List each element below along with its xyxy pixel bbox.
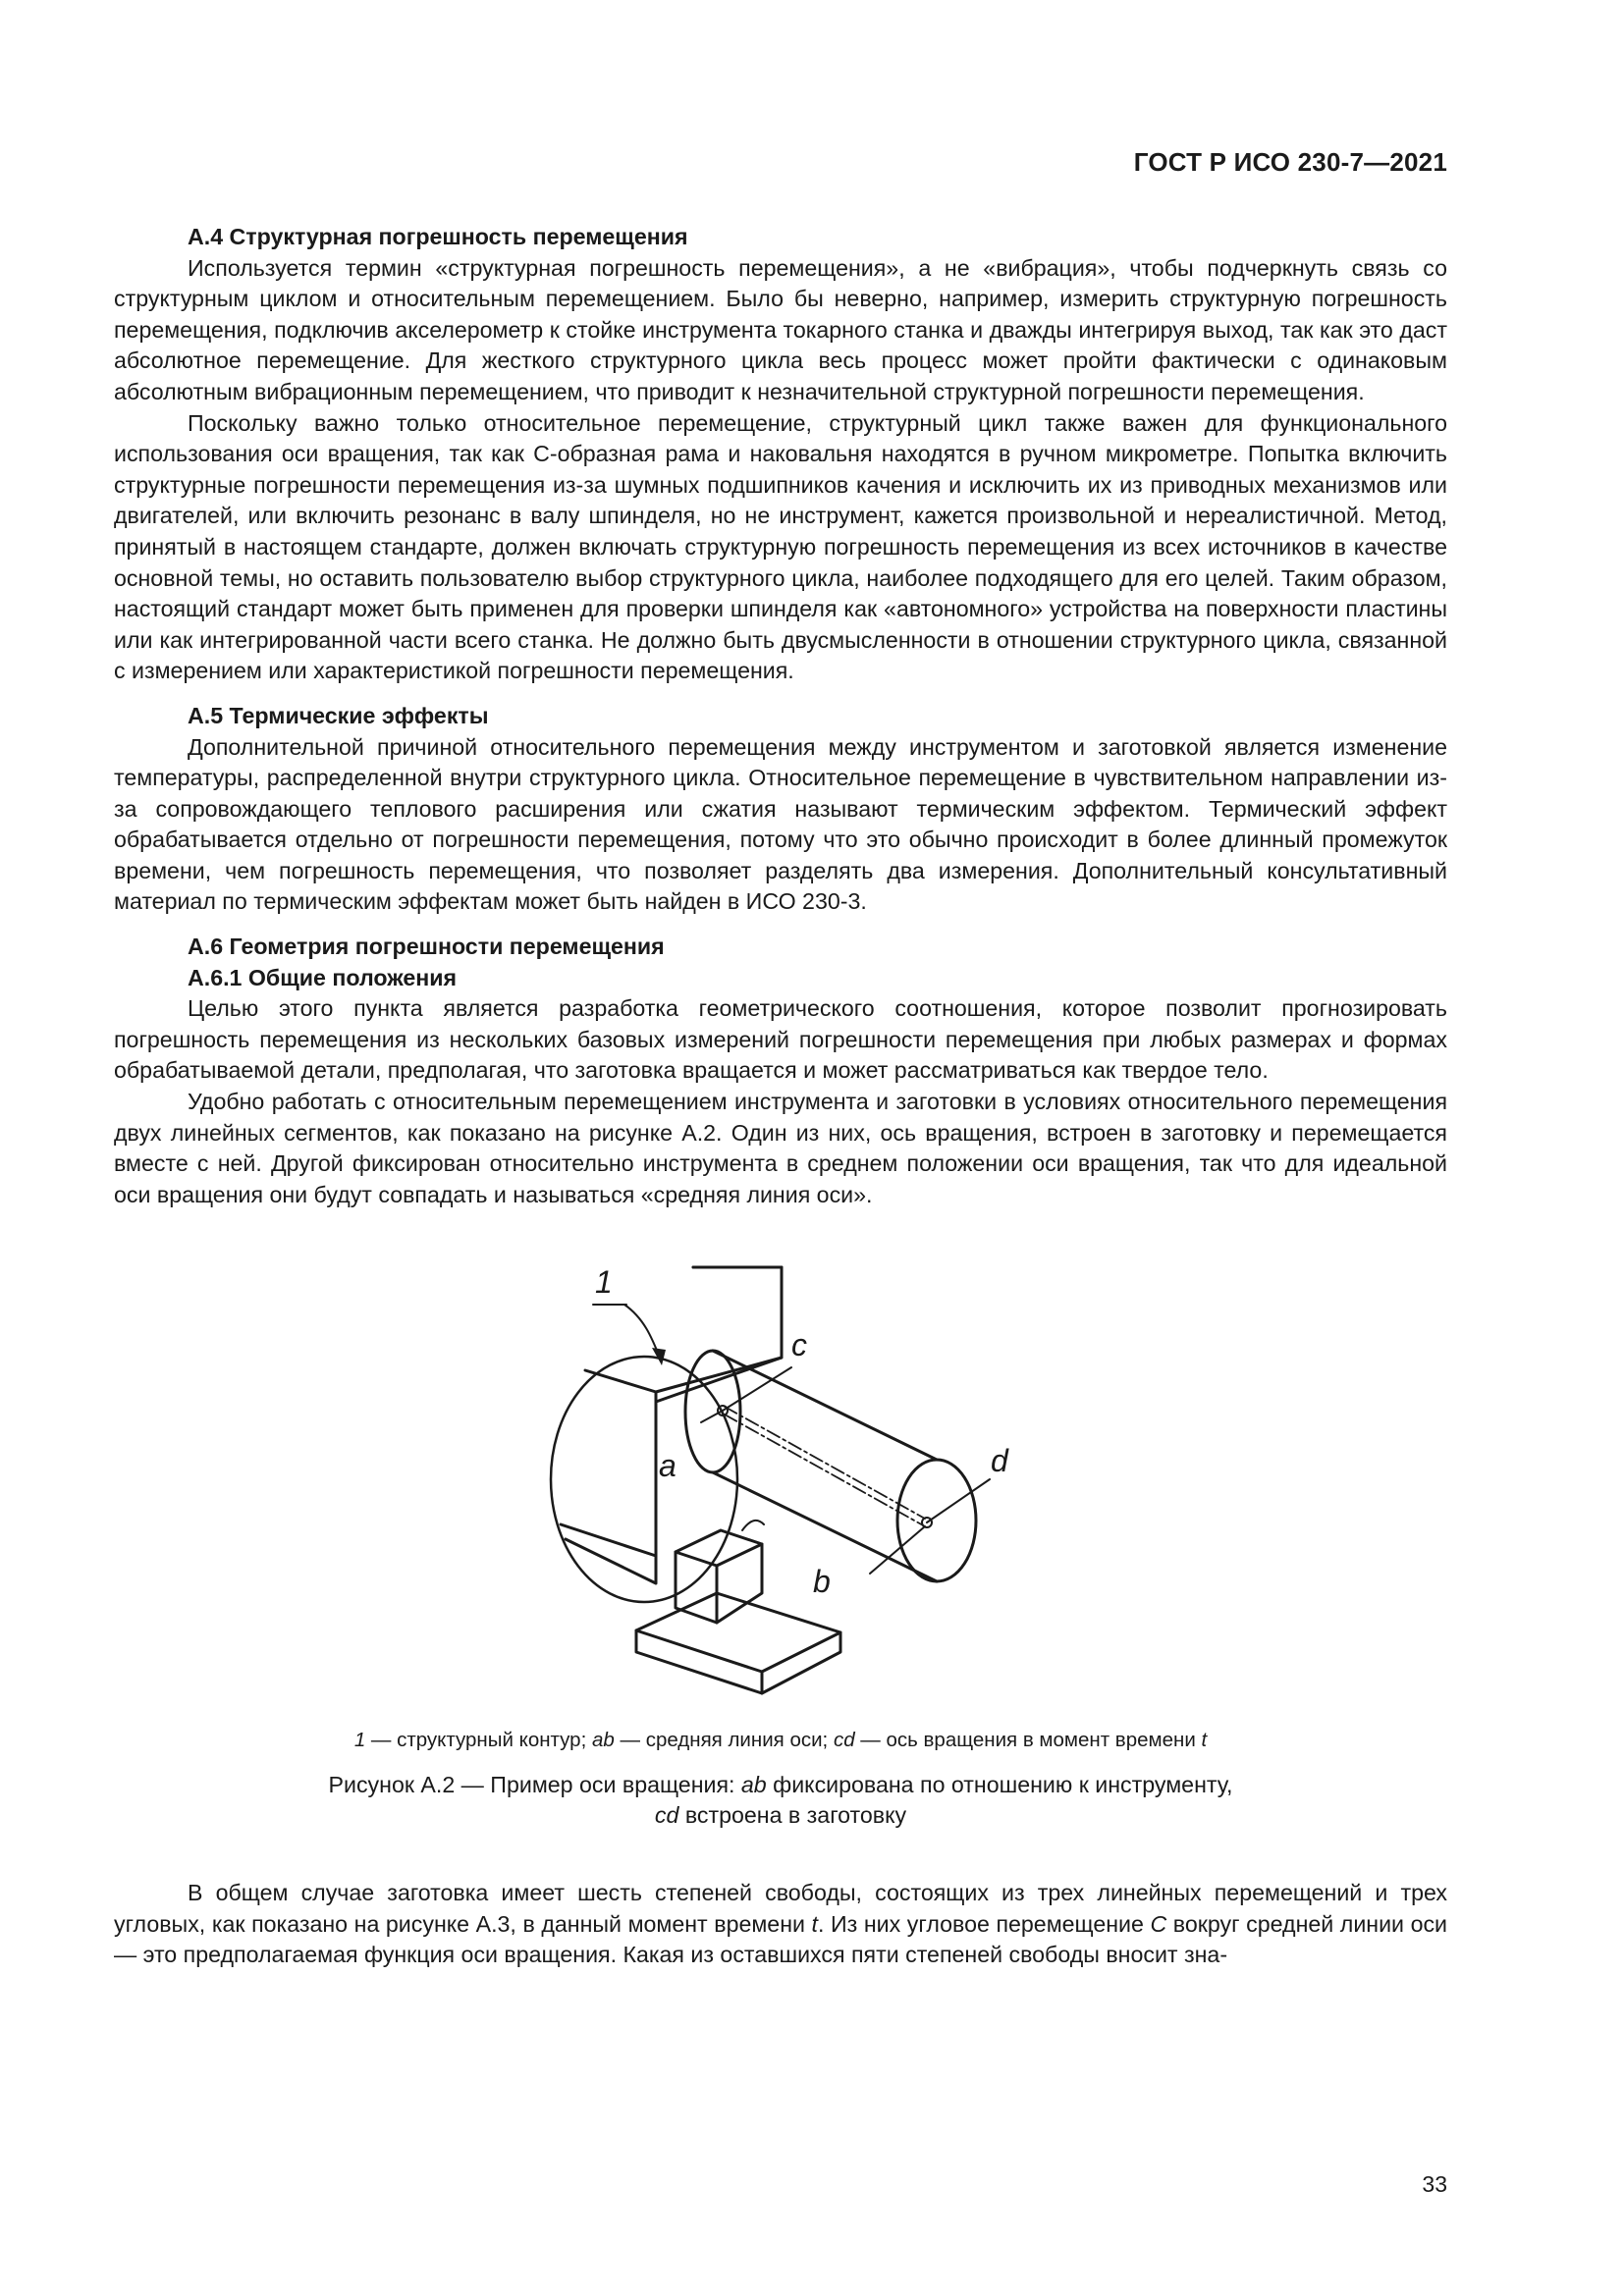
label-b: b	[813, 1564, 831, 1600]
section-a5-title: А.5 Термические эффекты	[188, 702, 489, 728]
section-a6-paragraph-1: Целью этого пункта является разработка геометрического соотношения, которое позволит прогнозировать погрешность перемещения из нескольких базовых измерений погрешности перемещения при любых размерах и формах обрабатываемой детали, предполагая, что заготовка вращается и может рассматриваться как твердое тело.	[114, 995, 1447, 1084]
axis-line-ab	[725, 1407, 925, 1519]
section-a6-title: А.6 Геометрия погрешности перемещения	[188, 934, 665, 960]
section-a4-paragraph-2: Поскольку важно только относительное перемещение, структурный цикл также важен для функционального использования оси вращения, так как С-образная рама и наковальня находятся в ручном микрометре. Попытка включить структурные погрешности перемещения из-за шумных подшипников качения и исключить их из приводных механизмов или двигателей, или включить резонанс в валу шпинделя, но не инструмент, кажется произвольной и нереалистичной. Метод, принятый в настоящем стандарте, должен включать структурную погрешность перемещения из всех источников в качестве основной темы, но оставить пользователю выбор структурного цикла, наиболее подходящего для его целей. Таким образом, настоящий стандарт может быть применен для проверки шпинделя как «автономного» устройства на поверхности пластины или как интегрированной части всего станка. Не должно быть двусмысленности в отношении структурного цикла, связанной с измерением или характеристикой погрешности перемещения.	[114, 409, 1447, 684]
tool-top	[676, 1530, 762, 1566]
base-plate-front	[636, 1630, 762, 1693]
frame-block-outline	[656, 1267, 782, 1402]
frame-block-front	[566, 1392, 656, 1583]
figure-legend: 1 — структурный контур; ab — средняя линия оси; cd — ось вращения в момент времени t	[353, 1729, 1208, 1752]
final-paragraph: В общем случае заготовка имеет шесть степеней свободы, состоящих из трех линейных перемещений и трех угловых, как показано на рисунке А.3, в данный момент времени t. Из них угловое перемещение C вокруг средней линии оси — это предполагаемая функция оси вращения. Какая из оставшихся пяти степеней свободы вносит зна-	[114, 1880, 1448, 1968]
leader-a	[701, 1411, 723, 1422]
section-a4-title: А.4 Структурная погрешность перемещения	[188, 224, 688, 249]
label-d: d	[991, 1443, 1008, 1479]
structural-loop-ellipse	[551, 1357, 737, 1602]
figure-a2	[114, 1240, 1447, 1721]
label-1: 1	[595, 1264, 613, 1301]
figure-a2-drawing	[114, 1240, 1447, 1721]
frame-block-back-bottom	[561, 1524, 656, 1556]
document-header: ГОСТ Р ИСО 230-7—2021	[1133, 147, 1447, 177]
base-plate-right	[762, 1632, 840, 1693]
section-a4-paragraph-1: Используется термин «структурная погрешность перемещения», а не «вибрация», чтобы подчеркнуть связь со структурным циклом и относительным перемещением. Было бы неверно, например, измерить структурную погрешность перемещения, подключив акселерометр к стойке инструмента токарного станка и дважды интегрируя выход, так как это даст абсолютное перемещение. Для жесткого структурного цикла весь процесс может пройти фактически с одинаковым абсолютным вибрационным перемещением, что приводит к незначительной структурной погрешности перемещения.	[114, 254, 1447, 404]
section-a6-paragraph-2: Удобно работать с относительным перемещением инструмента и заготовки в условиях относительного перемещения двух линейных сегментов, как показано на рисунке А.2. Один из них, ось вращения, встроен в заготовку и перемещается вместе с ней. Другой фиксирован относительно инструмента в среднем положении оси вращения, так что для идеальной оси вращения они будут совпадать и называться «средняя линия оси».	[114, 1089, 1447, 1207]
leader-d	[927, 1479, 990, 1522]
section-a5-paragraph-1: Дополнительной причиной относительного перемещения между инструментом и заготовкой является изменение температуры, распределенной внутри структурного цикла. Относительное перемещение в чувствительном направлении из-за сопровождающего теплового расширения или сжатия называют термическим эффектом. Термический эффект обрабатывается отдельно от погрешности перемещения, потому что это обычно происходит в более длинный промежуток времени, чем погрешность перемещения, что позволяет разделять два измерения. Дополнительный консультативный материал по термическим эффектам может быть найден в ИСО 230-3.	[114, 733, 1447, 915]
label-a: a	[659, 1448, 677, 1484]
page-content	[114, 222, 1447, 1971]
cylinder-top-edge	[713, 1351, 937, 1460]
tool-tip	[742, 1521, 764, 1530]
axis-line-cd	[725, 1415, 925, 1526]
figure-caption: Рисунок А.2 — Пример оси вращения: ab фиксирована по отношению к инструменту, cd встроена в заготовку	[328, 1772, 1233, 1828]
page-number: 33	[1422, 2171, 1447, 2197]
section-a6-1-title: А.6.1 Общие положения	[188, 964, 458, 990]
label-c: c	[791, 1327, 807, 1363]
cylinder-front-face	[897, 1460, 976, 1581]
base-plate-top	[636, 1593, 840, 1672]
